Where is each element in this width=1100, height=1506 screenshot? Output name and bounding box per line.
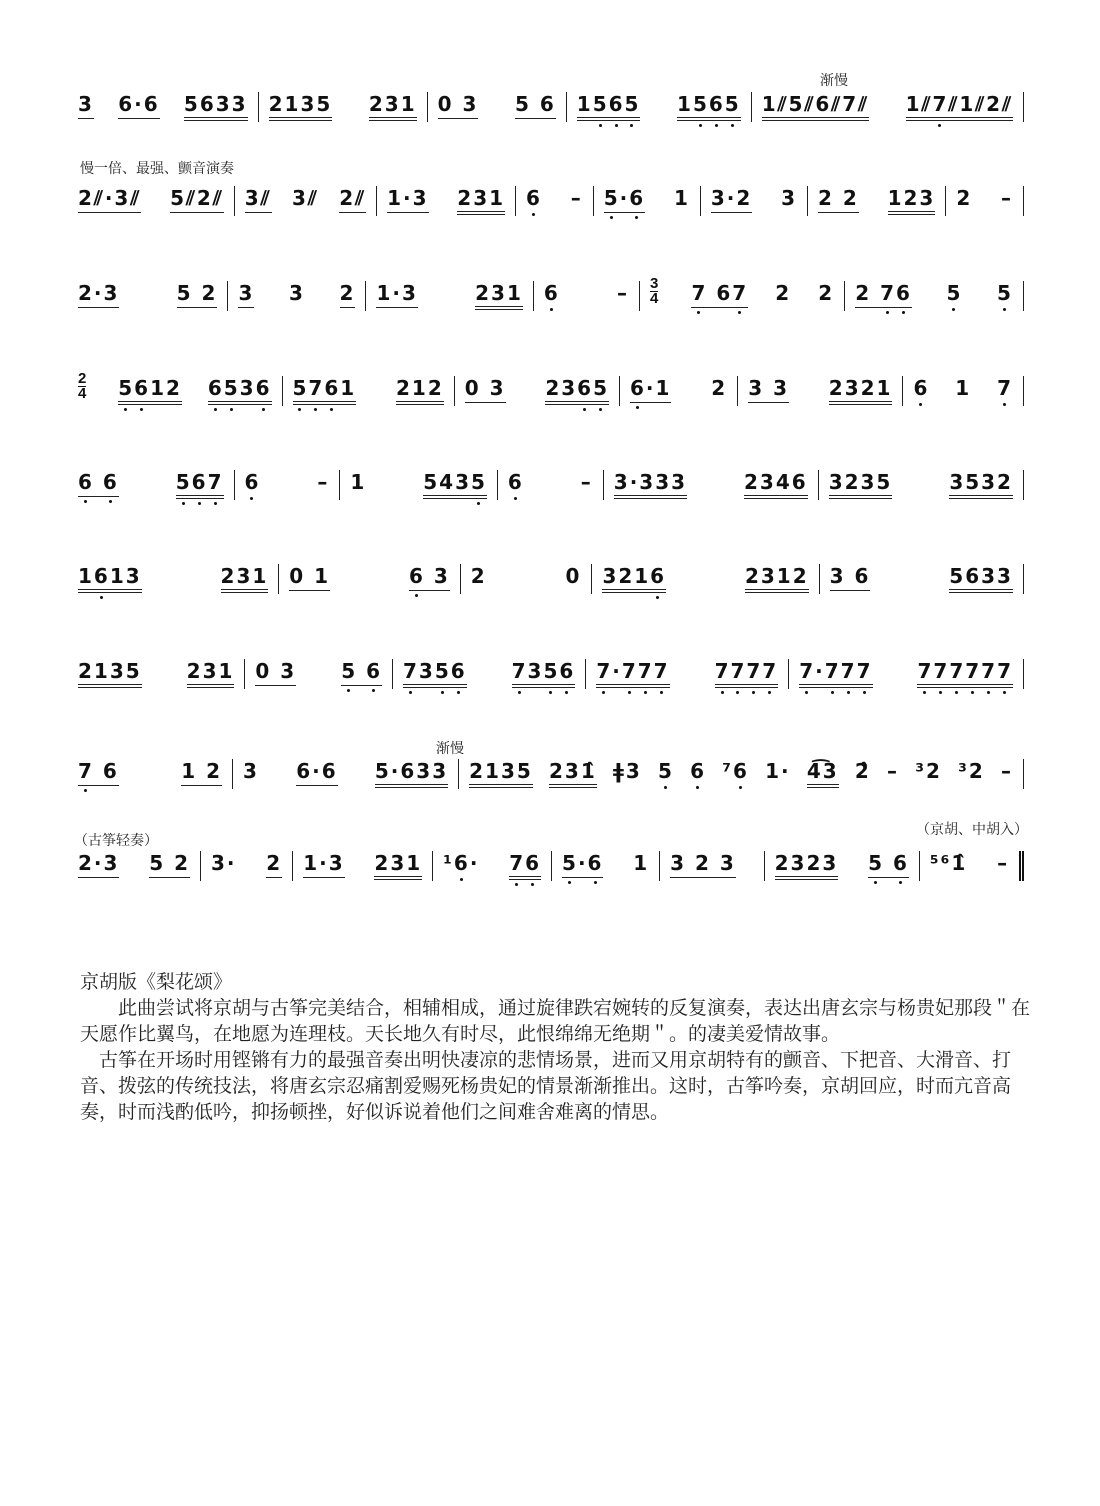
measure [279, 564, 460, 594]
low-octave-dot [902, 311, 905, 314]
note-group: 2 [775, 281, 792, 305]
low-octave-dot [198, 502, 201, 505]
low-octave-dot [768, 691, 771, 694]
low-octave-dot [549, 691, 552, 694]
low-octave-dot [515, 883, 518, 886]
note-group: 2·3 [78, 851, 119, 878]
measure [228, 281, 366, 311]
low-octave-dot [987, 691, 990, 694]
measure [428, 92, 567, 122]
measure [233, 759, 459, 789]
measure [534, 281, 640, 311]
low-octave-dot [697, 311, 700, 314]
note-group: 6 [690, 759, 706, 783]
note-group: 212 [396, 376, 444, 405]
measure [78, 370, 283, 406]
low-octave-dot [874, 881, 877, 884]
tempo-marking: 渐慢 [820, 72, 848, 88]
note-group: 1·3 [376, 281, 417, 308]
score-line [78, 851, 1024, 891]
low-octave-dot [602, 691, 605, 694]
note-group: 5761 [293, 376, 357, 405]
note-group: 3· [211, 851, 237, 875]
note-group: 5633 [949, 564, 1013, 593]
note-group: – [997, 851, 1010, 875]
note-group: – [886, 759, 899, 783]
measure [393, 659, 586, 689]
low-octave-dot [84, 789, 87, 792]
note-group: 1 [350, 470, 367, 494]
note-group: 567 [176, 470, 224, 499]
note-group: ⁷6 [722, 759, 749, 783]
note-group: 1 [673, 186, 690, 210]
low-octave-dot [610, 216, 613, 219]
low-octave-dot [415, 594, 418, 597]
note-group: 1· [765, 759, 791, 783]
low-octave-dot [214, 408, 217, 411]
low-octave-dot [214, 502, 217, 505]
low-octave-dot [699, 124, 702, 127]
low-octave-dot [628, 691, 631, 694]
note-group: 0 [565, 564, 582, 588]
note-group: 6·6 [296, 759, 337, 786]
note-group: 2135 [469, 759, 533, 788]
low-octave-dot [477, 502, 480, 505]
measure [78, 186, 235, 216]
note-group: 2 [956, 186, 973, 210]
note-group: 5 2 [149, 851, 190, 878]
note-group: 6 6 [78, 470, 119, 497]
description-title: 京胡版《梨花颂》 [80, 972, 233, 993]
note-group: 7356 [403, 659, 467, 688]
instrument-instruction: （古筝轻奏） [74, 832, 158, 848]
low-octave-dot [952, 308, 955, 311]
low-octave-dot [635, 216, 638, 219]
note-group: 2 2 [818, 186, 859, 213]
low-octave-dot [599, 408, 602, 411]
low-octave-dot [696, 786, 699, 789]
note-group: ǂ3 [612, 759, 642, 783]
note-group: 7·777 [799, 659, 872, 688]
note-group: 6 [508, 470, 524, 494]
low-octave-dot [1003, 691, 1006, 694]
measure [820, 564, 1024, 594]
low-octave-dot [938, 124, 941, 127]
measure [283, 376, 455, 406]
note-group: 3 [238, 281, 254, 308]
low-octave-dot [298, 408, 301, 411]
note-group: – [570, 186, 583, 210]
note-group: 5 [658, 759, 674, 783]
note-group: 5612 [118, 376, 182, 405]
note-group: 3532 [949, 470, 1013, 499]
measure [620, 376, 738, 406]
measure [235, 186, 377, 216]
tempo-marking: 渐慢 [436, 740, 464, 756]
measure [293, 851, 433, 881]
description-paragraph: 古筝在开场时用铿锵有力的最强音奏出明快凄凉的悲情场景，进而又用京胡特有的颤音、下把音、大滑音、打音、拨弦的传统技法，将唐玄宗忍痛割爱赐死杨贵妃的情景渐渐推出。这时，古筝吟奏，京胡回应，时而亢音高奏，时而浅酌低吟，抑扬顿挫，好似诉说着他们之间难舍难离的情思。 [80, 1050, 1012, 1123]
measure [586, 659, 789, 689]
measure [516, 186, 594, 216]
low-octave-dot [971, 691, 974, 694]
note-group: – [1001, 186, 1014, 210]
note-group: 1613 [78, 564, 142, 593]
score-line [78, 186, 1024, 226]
low-octave-dot [409, 691, 412, 694]
note-group: 3 [243, 759, 259, 783]
note-group: 123 [888, 186, 936, 215]
low-octave-dot [863, 691, 866, 694]
measure [235, 470, 341, 500]
note-group: 231 [457, 186, 505, 215]
measure [552, 851, 660, 881]
low-octave-dot [615, 124, 618, 127]
low-octave-dot [847, 691, 850, 694]
measure [567, 92, 752, 122]
note-group: 2⫽ [339, 186, 366, 213]
score-line [78, 275, 1024, 321]
time-signature-number: 3 [650, 275, 659, 292]
note-group: 5·6 [562, 851, 603, 878]
low-octave-dot [630, 124, 633, 127]
low-octave-dot [550, 308, 553, 311]
note-group: 5633 [184, 92, 248, 121]
description-paragraph: 此曲尝试将京胡与古筝完美结合，相辅相成，通过旋律跌宕婉转的反复演奏，表达出唐玄宗与杨贵妃那段＂在天愿作比翼鸟，在地愿为连理枝。天长地久有时尽，此恨绵绵无绝期＂。的凄美爱情故事。 [80, 998, 1031, 1045]
time-signature-number: 4 [650, 290, 659, 307]
low-octave-dot [721, 691, 724, 694]
note-group: 2 [818, 281, 835, 305]
note-group: 3⫽ [291, 186, 319, 210]
note-group: 231 [221, 564, 269, 593]
low-octave-dot [1003, 308, 1006, 311]
note-group: 0 3 [255, 659, 296, 686]
measure [78, 564, 279, 594]
score-line [78, 370, 1024, 416]
note-group: 5 2 [177, 281, 218, 308]
low-octave-dot [831, 691, 834, 694]
note-group: 7·777 [596, 659, 669, 688]
note-group: 2135 [78, 659, 142, 688]
note-group: 3216 [602, 564, 666, 593]
note-group: ⁵⁶1̂ [929, 851, 968, 875]
measure [808, 186, 946, 216]
note-group: 6·6 [118, 92, 159, 119]
note-group: 4͡3 [807, 759, 839, 788]
note-group: 2 [711, 376, 728, 400]
low-octave-dot [262, 408, 265, 411]
performance-instruction: 慢一倍、最强、颤音演奏 [80, 160, 234, 176]
low-octave-dot [739, 786, 742, 789]
note-group: – [617, 281, 630, 305]
note-group: 0 1 [289, 564, 330, 591]
time-signature-number: 2 [78, 370, 87, 387]
note-group: 5 [947, 281, 963, 305]
measure [752, 92, 1024, 122]
low-octave-dot [100, 596, 103, 599]
note-group: 3 3 [748, 376, 789, 403]
measure [377, 186, 516, 216]
note-group: 2 [340, 281, 356, 308]
note-group: 2135 [269, 92, 333, 121]
note-group: 2̂ [854, 759, 871, 783]
note-group: – [580, 470, 593, 494]
low-octave-dot [899, 881, 902, 884]
low-octave-dot [314, 408, 317, 411]
measure [78, 759, 233, 789]
measure [604, 470, 819, 500]
low-octave-dot [656, 596, 659, 599]
score-line [78, 659, 1024, 699]
measure [498, 470, 604, 500]
measure [819, 470, 1024, 500]
score-line [78, 92, 1024, 132]
note-group: 1 2 [181, 759, 222, 786]
low-octave-dot [140, 408, 143, 411]
note-group: 3 [78, 92, 94, 119]
note-group: 5·633 [375, 759, 448, 788]
note-group: 2321 [829, 376, 893, 405]
measure [592, 564, 819, 594]
low-octave-dot [330, 408, 333, 411]
measure [459, 759, 1024, 789]
measure [660, 851, 764, 881]
note-group: 2 [470, 564, 487, 588]
low-octave-dot [457, 691, 460, 694]
note-group: 3 6 [830, 564, 871, 591]
low-octave-dot [731, 124, 734, 127]
note-group: 1·3 [303, 851, 344, 878]
note-group: 6·1 [630, 376, 671, 403]
note-group: ³2 [915, 759, 942, 783]
note-group: 6 [913, 376, 929, 400]
note-group: 231 [187, 659, 235, 688]
note-group: 231̂ [549, 759, 597, 788]
note-group: 5 6 [515, 92, 556, 119]
note-group: 3 [781, 186, 798, 210]
measure [738, 376, 903, 406]
note-group: 3 2 3 [670, 851, 736, 878]
note-group: 1⫽5⫽6⫽7⫽ [762, 92, 869, 121]
time-signature [78, 372, 86, 401]
low-octave-dot [939, 691, 942, 694]
note-group: – [317, 470, 330, 494]
low-octave-dot [738, 311, 741, 314]
note-group: 1·3 [387, 186, 428, 213]
score-line [78, 564, 1024, 604]
time-signature [650, 277, 658, 306]
low-octave-dot [230, 408, 233, 411]
low-octave-dot [460, 878, 463, 881]
note-group: 5435 [423, 470, 487, 499]
note-group: 0 3 [438, 92, 479, 119]
low-octave-dot [583, 408, 586, 411]
measure [201, 851, 293, 881]
note-group: 3⫽ [245, 186, 272, 213]
note-group: 5 [997, 281, 1013, 305]
note-group: 7 6 [78, 759, 119, 786]
note-group: 1 [955, 376, 972, 400]
score-line [78, 759, 1024, 799]
measure [920, 851, 1024, 881]
low-octave-dot [594, 881, 597, 884]
note-group: 6 [526, 186, 542, 210]
low-octave-dot [532, 213, 535, 216]
low-octave-dot [919, 403, 922, 406]
note-group: 3 [289, 281, 305, 305]
low-octave-dot [599, 124, 602, 127]
note-group: ³2 [958, 759, 985, 783]
note-group: 7 67 [691, 281, 748, 308]
note-group: 76 [509, 851, 541, 880]
note-group: 3235 [829, 470, 893, 499]
measure [78, 281, 228, 311]
note-group: 231 [369, 92, 417, 121]
note-group: 3·2 [711, 186, 752, 213]
low-octave-dot [955, 691, 958, 694]
instrument-instruction: （京胡、中胡入） [916, 821, 1028, 837]
low-octave-dot [636, 406, 639, 409]
low-octave-dot [250, 497, 253, 500]
note-group: 231 [475, 281, 523, 310]
low-octave-dot [84, 500, 87, 503]
note-group: 231 [374, 851, 422, 880]
low-octave-dot [715, 124, 718, 127]
note-group: 3·333 [614, 470, 687, 499]
low-octave-dot [752, 691, 755, 694]
low-octave-dot [805, 691, 808, 694]
note-group: 6 [245, 470, 261, 494]
note-group: 7 [997, 376, 1013, 400]
low-octave-dot [923, 691, 926, 694]
description [80, 970, 1030, 1126]
low-octave-dot [441, 691, 444, 694]
note-group: 777777 [917, 659, 1013, 688]
measure [789, 659, 1024, 689]
note-group: 6536 [208, 376, 272, 405]
low-octave-dot [644, 691, 647, 694]
note-group: 2 [266, 851, 282, 878]
low-octave-dot [514, 497, 517, 500]
note-group: 2⫽·3⫽ [78, 186, 141, 213]
measure [245, 659, 393, 689]
low-octave-dot [736, 691, 739, 694]
note-group: 5 6 [868, 851, 909, 878]
note-group: ¹6· [443, 851, 479, 875]
note-group: 2346 [744, 470, 808, 499]
note-group: 1⫽7⫽1⫽2⫽ [906, 92, 1013, 121]
low-octave-dot [124, 408, 127, 411]
note-group: 6 3 [409, 564, 450, 591]
low-octave-dot [568, 881, 571, 884]
measure [78, 851, 201, 881]
measure [765, 851, 920, 881]
low-octave-dot [565, 691, 568, 694]
measure [640, 275, 845, 311]
measure [701, 186, 808, 216]
note-group: 1565 [577, 92, 641, 121]
low-octave-dot [109, 500, 112, 503]
note-group: – [1000, 759, 1013, 783]
note-group: 5·6 [604, 186, 645, 213]
measure [455, 376, 620, 406]
measure [78, 470, 235, 500]
low-octave-dot [1003, 403, 1006, 406]
note-group: 2 76 [855, 281, 912, 308]
low-octave-dot [660, 691, 663, 694]
note-group: 2·3 [78, 281, 119, 308]
low-octave-dot [664, 786, 667, 789]
measure [78, 92, 259, 122]
measure [594, 186, 701, 216]
measure [340, 470, 498, 500]
note-group: 1 [633, 851, 650, 875]
low-octave-dot [182, 502, 185, 505]
note-group: 2365 [545, 376, 609, 405]
note-group: 7777 [715, 659, 779, 688]
low-octave-dot [518, 691, 521, 694]
measure [903, 376, 1024, 406]
low-octave-dot [886, 311, 889, 314]
note-group: 1565 [677, 92, 741, 121]
measure [259, 92, 428, 122]
note-group: 2323 [775, 851, 839, 880]
measure [461, 564, 593, 594]
note-group: 7356 [512, 659, 576, 688]
low-octave-dot [531, 883, 534, 886]
note-group: 5⫽2⫽ [170, 186, 224, 213]
measure [946, 186, 1024, 216]
measure [433, 851, 552, 881]
note-group: 5 6 [341, 659, 382, 686]
time-signature-number: 4 [78, 385, 87, 402]
note-group: 6 [544, 281, 560, 305]
measure [78, 659, 245, 689]
note-group: 0 3 [465, 376, 506, 403]
low-octave-dot [347, 689, 350, 692]
score-line [78, 470, 1024, 510]
low-octave-dot [372, 689, 375, 692]
measure [366, 281, 533, 311]
note-group: 2312 [745, 564, 809, 593]
measure [845, 281, 1024, 311]
